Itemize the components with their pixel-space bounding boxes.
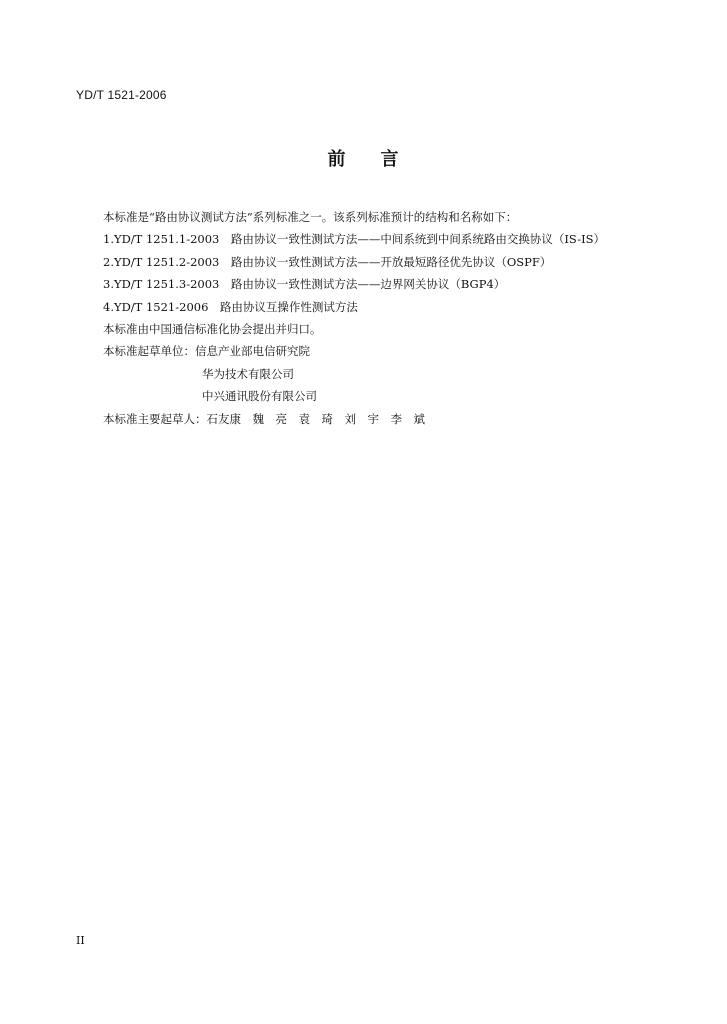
drafters-label: 本标准主要起草人： [103, 411, 207, 426]
title-char-1: 前 [327, 149, 347, 170]
series-item-4: 4.YD/T 1521-2006 路由协议互操作性测试方法 [103, 299, 358, 314]
drafters-line [103, 408, 605, 430]
drafting-unit-3: 中兴通讯股份有限公司 [202, 389, 317, 404]
series-item-3: 3.YD/T 1251.3-2003 路由协议一致性测试方法——边界网关协议（BGP4） [103, 277, 506, 292]
foreword-body [103, 206, 605, 430]
standard-code: YD/T 1521-2006 [76, 88, 167, 102]
page-title [0, 145, 727, 171]
drafting-unit-2: 华为技术有限公司 [202, 366, 294, 381]
page-number: II [76, 934, 85, 947]
series-item-2: 2.YD/T 1251.2-2003 路由协议一致性测试方法——开放最短路径优先协议（OSPF） [103, 254, 552, 269]
series-item-1: 1.YD/T 1251.1-2003 路由协议一致性测试方法——中间系统到中间系统路由交换协议（IS-IS） [103, 232, 606, 247]
drafting-units-line [103, 340, 605, 362]
drafting-units-label: 本标准起草单位： [103, 344, 195, 359]
title-char-2: 言 [380, 149, 400, 170]
intro-paragraph: 本标准是“路由协议测试方法”系列标准之一。该系列标准预计的结构和名称如下： [103, 210, 518, 224]
drafting-unit-1: 信息产业部电信研究院 [195, 344, 310, 359]
proposer-statement: 本标准由中国通信标准化协会提出并归口。 [103, 322, 322, 337]
drafters-names: 石友康 魏 亮 袁 琦 刘 宇 李 斌 [206, 411, 425, 426]
